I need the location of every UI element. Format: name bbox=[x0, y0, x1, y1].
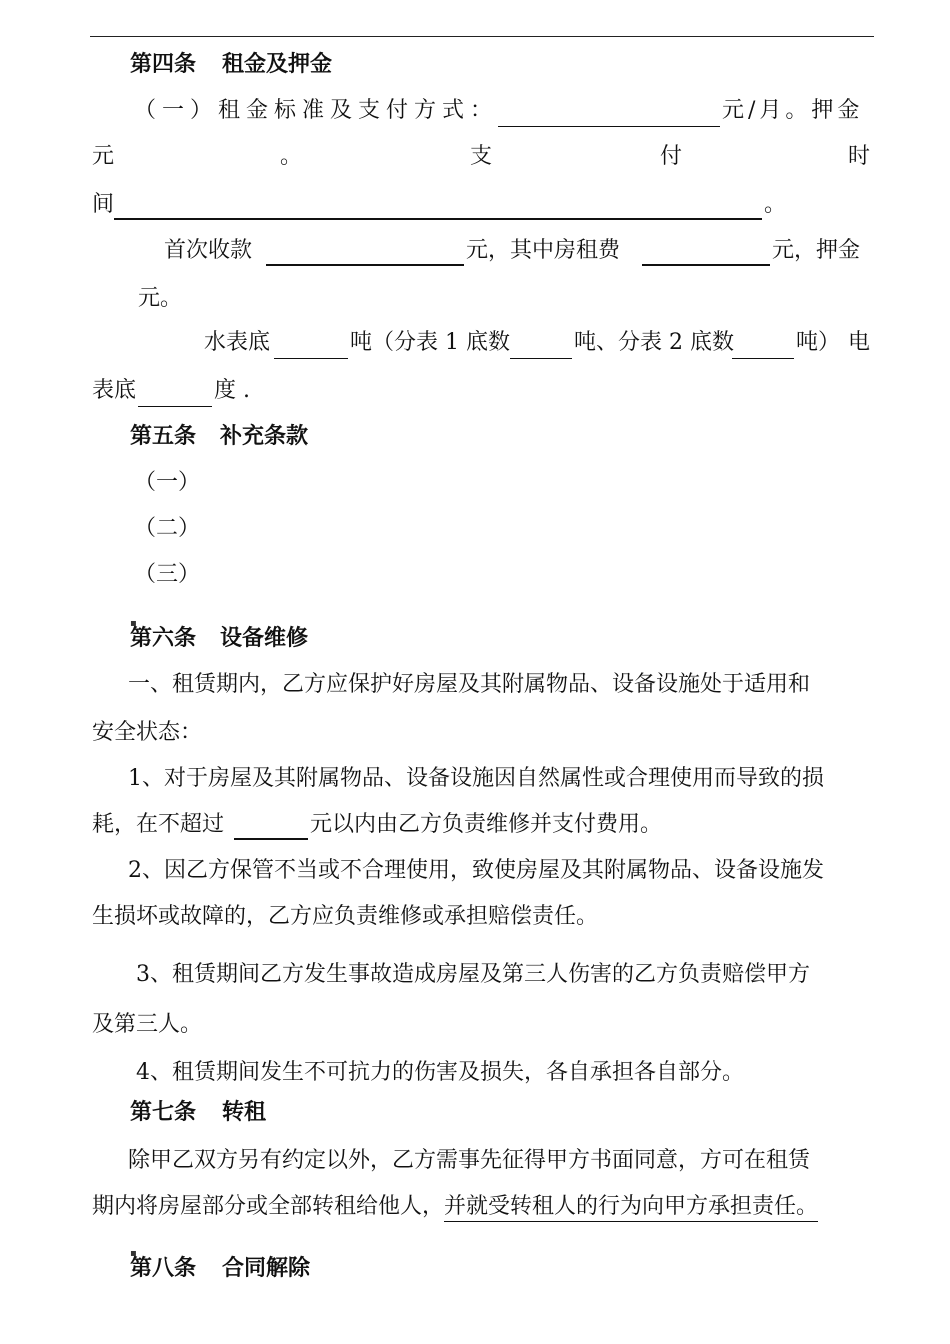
article7-heading-title: 转租 bbox=[222, 1100, 267, 1125]
article7-underlined-text: 并就受转租人的行为向甲方承担责任。 bbox=[444, 1194, 818, 1222]
rent-standard-label: （一）租金标准及支付方式： bbox=[134, 98, 499, 123]
article4-heading-title: 租金及押金 bbox=[222, 52, 333, 77]
deposit-period: 。 bbox=[280, 144, 303, 169]
article7-heading bbox=[130, 1098, 266, 1128]
article8-heading bbox=[130, 1254, 310, 1284]
rent-unit-text: 元/月。押金 bbox=[722, 98, 864, 123]
water-sub2-end: 吨） bbox=[796, 330, 841, 355]
pay-time-period: 。 bbox=[764, 192, 787, 217]
water-meter-label: 水表底 bbox=[204, 330, 271, 355]
water-meter-blank[interactable] bbox=[274, 334, 348, 359]
article6-p4-line1: 3、租赁期间乙方发生事故造成房屋及第三人伤害的乙方负责赔偿甲方 bbox=[136, 962, 810, 987]
article7-p1-line2 bbox=[92, 1192, 818, 1222]
article8-heading-num: 第八条 bbox=[130, 1256, 197, 1281]
article7-p1-line2-pre: 期内将房屋部分或全部转租给他人， bbox=[92, 1194, 445, 1219]
pay-char-2: 付 bbox=[660, 144, 683, 169]
pay-char-3: 时 bbox=[848, 144, 871, 169]
rent-amount-blank[interactable] bbox=[498, 102, 720, 127]
supplement-item-2: （二） bbox=[134, 516, 201, 541]
article4-heading-num: 第四条 bbox=[130, 52, 197, 77]
supplement-item-3: （三） bbox=[134, 562, 201, 587]
article5-heading-num: 第五条 bbox=[130, 424, 197, 449]
article6-p2-line1: 1、对于房屋及其附属物品、设备设施因自然属性或合理使用而导致的损 bbox=[128, 766, 824, 791]
electric-meter-suffix: 度 . bbox=[214, 378, 250, 403]
pay-time-char: 间 bbox=[92, 192, 115, 217]
first-payment-mid: 元，其中房租费 bbox=[466, 238, 621, 263]
article6-p3-line2: 生损坏或故障的，乙方应负责维修或承担赔偿责任。 bbox=[92, 904, 599, 929]
electric-meter-label: 表底 bbox=[92, 378, 137, 403]
article8-heading-title: 合同解除 bbox=[222, 1256, 311, 1281]
article6-heading-title: 设备维修 bbox=[220, 626, 309, 651]
deposit-yuan: 元 bbox=[92, 144, 115, 169]
repair-limit-blank[interactable] bbox=[234, 814, 308, 840]
pay-time-blank[interactable] bbox=[114, 194, 762, 220]
article4-heading bbox=[130, 50, 332, 80]
paragraph-mark: ▪ bbox=[130, 618, 137, 629]
paragraph-mark-2: ▪ bbox=[130, 1248, 137, 1259]
rent-fee-blank[interactable] bbox=[642, 240, 770, 266]
electric-char: 电 bbox=[848, 330, 871, 355]
article6-p5-line1: 4、租赁期间发生不可抗力的伤害及损失，各自承担各自部分。 bbox=[136, 1060, 744, 1085]
water-sub2-label: 吨、分表 2 底数 bbox=[574, 330, 734, 355]
header-rule bbox=[90, 36, 874, 37]
article7-p1-line1: 除甲乙双方另有约定以外，乙方需事先征得甲方书面同意，方可在租赁 bbox=[128, 1148, 811, 1173]
article6-heading-num: 第六条 bbox=[130, 626, 197, 651]
article6-p1-line2: 安全状态： bbox=[92, 720, 203, 745]
article6-heading bbox=[130, 624, 308, 654]
article7-heading-num: 第七条 bbox=[130, 1100, 197, 1125]
article5-heading-title: 补充条款 bbox=[220, 424, 309, 449]
article6-p2-line2-post: 元以内由乙方负责维修并支付费用。 bbox=[310, 812, 663, 837]
article6-p4-line2: 及第三人。 bbox=[92, 1012, 203, 1037]
article6-p3-line1: 2、因乙方保管不当或不合理使用，致使房屋及其附属物品、设备设施发 bbox=[128, 858, 824, 883]
article6-p2-line2-pre: 耗，在不超过 bbox=[92, 812, 225, 837]
article5-heading bbox=[130, 422, 308, 452]
first-payment-blank[interactable] bbox=[266, 240, 464, 266]
water-sub1-label: 吨（分表 1 底数 bbox=[350, 330, 510, 355]
article6-p1-line1: 一、租赁期内，乙方应保护好房屋及其附属物品、设备设施处于适用和 bbox=[128, 672, 811, 697]
electric-meter-blank[interactable] bbox=[138, 382, 212, 407]
supplement-item-1: （一） bbox=[134, 470, 201, 495]
first-payment-label: 首次收款 bbox=[164, 238, 253, 263]
water-sub2-blank[interactable] bbox=[732, 334, 794, 359]
first-payment-end: 元，押金 bbox=[772, 238, 861, 263]
water-sub1-blank[interactable] bbox=[510, 334, 572, 359]
first-payment-line2: 元。 bbox=[138, 286, 183, 311]
pay-char-1: 支 bbox=[470, 144, 493, 169]
